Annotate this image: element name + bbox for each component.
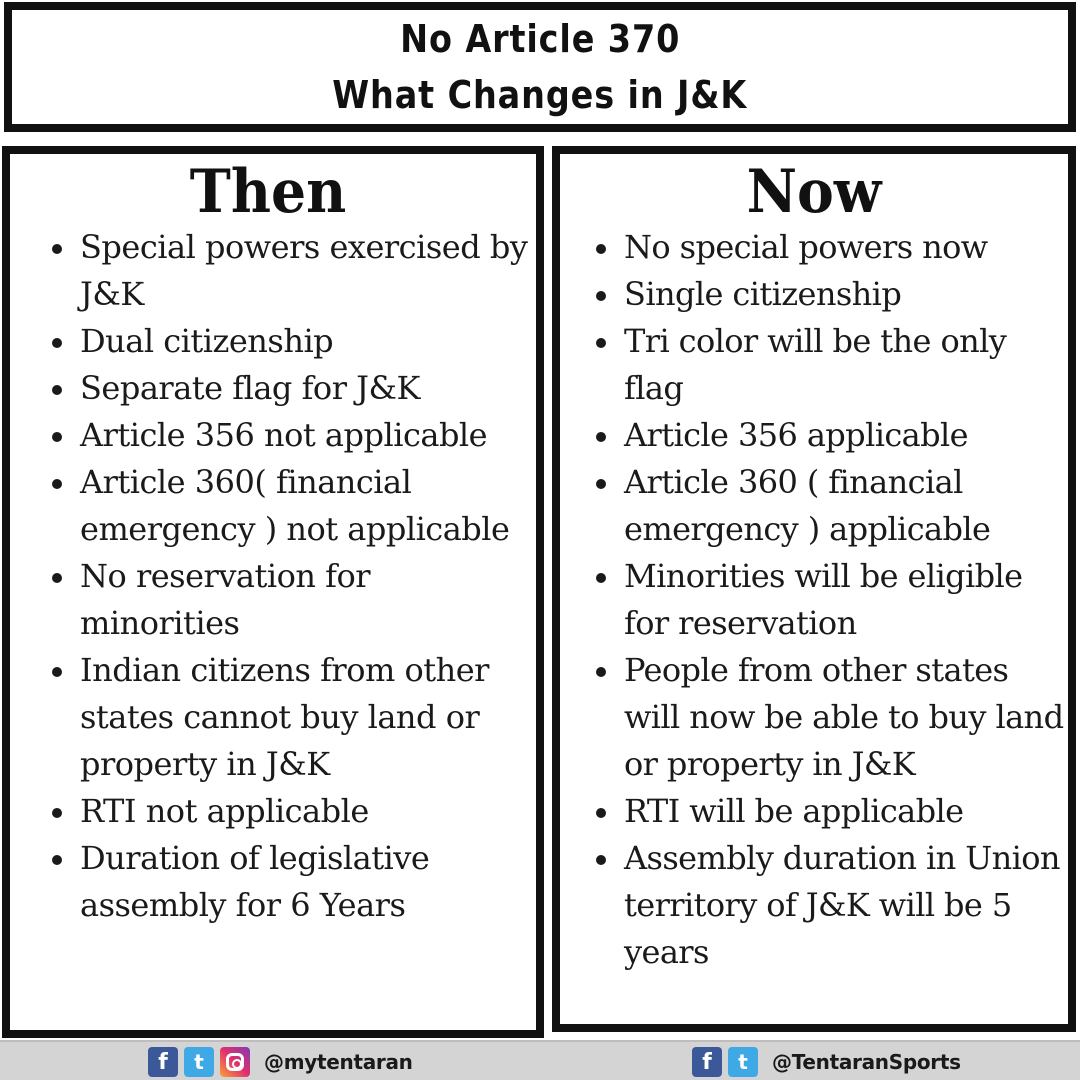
then-panel	[2, 146, 544, 1038]
title-banner	[4, 2, 1076, 132]
list-item: RTI not applicable	[10, 788, 536, 835]
list-item: Article 360 ( financial emergency ) applicable	[560, 459, 1068, 553]
twitter-icon[interactable]: t	[184, 1047, 214, 1077]
now-panel	[552, 146, 1076, 1032]
title-line-1: No Article 370	[399, 17, 681, 61]
list-item: Article 356 applicable	[560, 412, 1068, 459]
handle-tentaransports[interactable]: @TentaranSports	[772, 1050, 961, 1074]
list-item: No special powers now	[560, 224, 1068, 271]
list-item: Duration of legislative assembly for 6 Years	[10, 835, 536, 929]
facebook-icon[interactable]: f	[692, 1047, 722, 1077]
list-item: People from other states will now be able to buy land or property in J&K	[560, 647, 1068, 788]
then-heading: Then	[189, 157, 347, 227]
then-list	[10, 224, 536, 929]
list-item: Tri color will be the only flag	[560, 318, 1068, 412]
now-heading: Now	[746, 157, 882, 227]
list-item: RTI will be applicable	[560, 788, 1068, 835]
social-group-right	[692, 1046, 961, 1078]
handle-mytentaran[interactable]: @mytentaran	[264, 1050, 413, 1074]
social-group-left	[148, 1046, 413, 1078]
list-item: Single citizenship	[560, 271, 1068, 318]
list-item: No reservation for minorities	[10, 553, 536, 647]
list-item: Dual citizenship	[10, 318, 536, 365]
list-item: Article 356 not applicable	[10, 412, 536, 459]
list-item: Special powers exercised by J&K	[10, 224, 536, 318]
social-footer	[0, 1040, 1080, 1080]
now-list	[560, 224, 1068, 976]
list-item: Separate flag for J&K	[10, 365, 536, 412]
instagram-icon[interactable]	[220, 1047, 250, 1077]
list-item: Minorities will be eligible for reservation	[560, 553, 1068, 647]
title-line-2: What Changes in J&K	[332, 73, 748, 117]
twitter-icon[interactable]: t	[728, 1047, 758, 1077]
list-item: Article 360( financial emergency ) not applicable	[10, 459, 536, 553]
facebook-icon[interactable]: f	[148, 1047, 178, 1077]
list-item: Indian citizens from other states cannot buy land or property in J&K	[10, 647, 536, 788]
list-item: Assembly duration in Union territory of J&K will be 5 years	[560, 835, 1068, 976]
